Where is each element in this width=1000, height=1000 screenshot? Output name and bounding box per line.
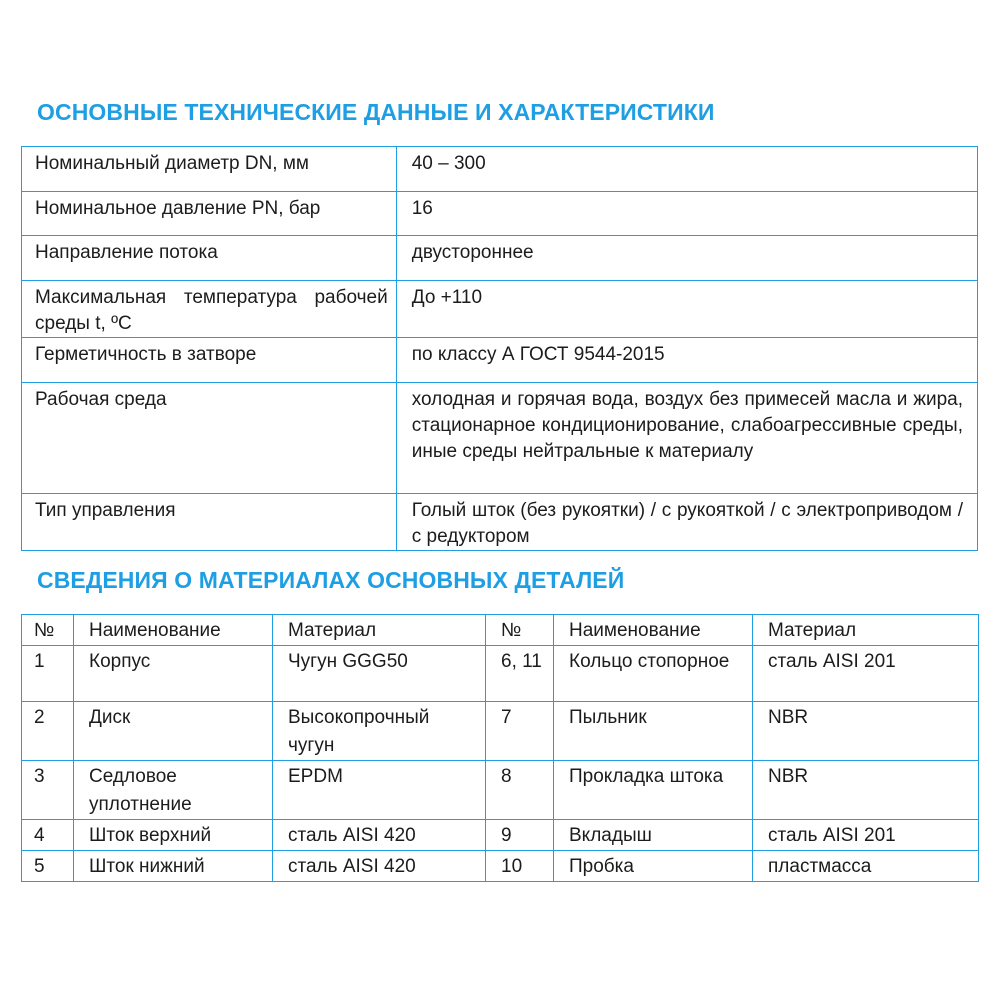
specs-heading: ОСНОВНЫЕ ТЕХНИЧЕСКИЕ ДАННЫЕ И ХАРАКТЕРИСТИКИ [37,99,715,125]
table-row [22,494,978,551]
table-row [22,761,979,820]
materials-heading: СВЕДЕНИЯ О МАТЕРИАЛАХ ОСНОВНЫХ ДЕТАЛЕЙ [37,567,625,593]
table-cell: Диск [74,702,273,761]
table-cell: 5 [22,851,74,882]
table-cell: 2 [22,702,74,761]
spec-label: Номинальный диаметр DN, мм [22,147,397,192]
spec-value: 40 – 300 [396,147,977,192]
table-cell: Высокопрочный чугун [273,702,486,761]
column-header: № [22,615,74,646]
spec-label: Герметичность в затворе [22,338,397,383]
table-cell: Шток верхний [74,820,273,851]
table-cell: сталь AISI 420 [273,820,486,851]
table-cell: Шток нижний [74,851,273,882]
spec-value: 16 [396,192,977,236]
column-header: Наименование [554,615,753,646]
table-cell: 3 [22,761,74,820]
column-header: Материал [753,615,979,646]
spec-label: Направление потока [22,236,397,281]
spec-value: двустороннее [396,236,977,281]
table-cell: пластмасса [753,851,979,882]
table-cell: Пыльник [554,702,753,761]
table-row [22,192,978,236]
materials-table [21,614,979,882]
table-cell: NBR [753,702,979,761]
table-row [22,147,978,192]
table-cell: сталь AISI 201 [753,820,979,851]
spec-value: по классу А ГОСТ 9544-2015 [396,338,977,383]
spec-value: До +110 [396,281,977,338]
table-cell: 4 [22,820,74,851]
table-row [22,820,979,851]
table-cell: Пробка [554,851,753,882]
table-cell: Вкладыш [554,820,753,851]
table-cell: 6, 11 [486,646,554,702]
column-header: Наименование [74,615,273,646]
spec-value: Голый шток (без рукоятки) / с рукояткой / с электроприводом / с редуктором [396,494,977,551]
table-header-row [22,615,979,646]
table-cell: Чугун GGG50 [273,646,486,702]
table-row [22,702,979,761]
table-cell: Кольцо стопорное [554,646,753,702]
table-cell: сталь AISI 201 [753,646,979,702]
spec-label: Рабочая среда [22,383,397,494]
spec-label: Номинальное давление PN, бар [22,192,397,236]
table-cell: Корпус [74,646,273,702]
column-header: Материал [273,615,486,646]
column-header: № [486,615,554,646]
table-cell: 10 [486,851,554,882]
table-cell: сталь AISI 420 [273,851,486,882]
table-cell: 9 [486,820,554,851]
spec-value: холодная и горячая вода, воздух без примесей масла и жира, стационарное кондиционирование, слабоагрессивные среды, иные среды нейтральные к материалу [396,383,977,494]
table-cell: Прокладка штока [554,761,753,820]
table-row [22,851,979,882]
spec-label: Тип управления [22,494,397,551]
specs-table [21,146,978,551]
table-row [22,236,978,281]
table-cell: Седловое уплотнение [74,761,273,820]
table-row [22,281,978,338]
table-cell: 7 [486,702,554,761]
table-cell: EPDM [273,761,486,820]
table-row [22,338,978,383]
table-cell: NBR [753,761,979,820]
table-cell: 8 [486,761,554,820]
spec-label: Максимальная температура рабочей среды t, ºС [22,281,397,338]
table-row [22,383,978,494]
table-row [22,646,979,702]
table-cell: 1 [22,646,74,702]
